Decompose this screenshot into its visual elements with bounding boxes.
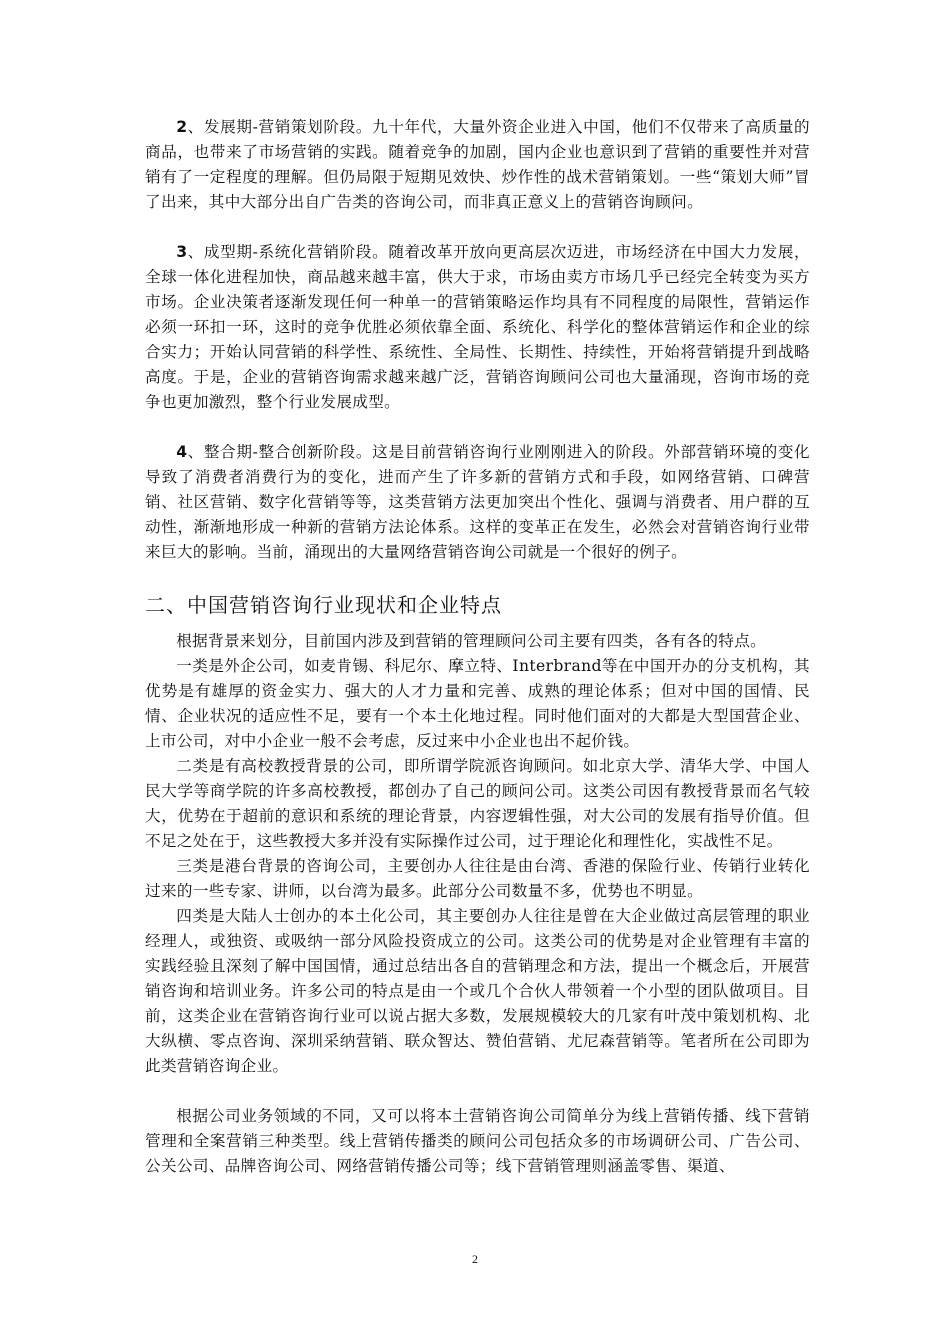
- section-heading: 二、中国营销咨询行业现状和企业特点: [145, 593, 502, 617]
- page-number: 2: [472, 1252, 478, 1266]
- body-paragraph: 二类是有高校教授背景的公司，即所谓学院派咨询顾问。如北京大学、清华大学、中国人民大学等商学院的许多高校教授，都创办了自己的顾问公司。这类公司因有教授背景而名气较大，优势在于超前的意识和系统的理论背景，内容逻辑性强，对大公司的发展有指导价值。但不足之处在于，这些教授大多并没有实际操作过公司，过于理论化和理性化，实战性不足。: [145, 757, 810, 850]
- stage-paragraph-2: [145, 115, 810, 215]
- stage-paragraph-4: [145, 440, 810, 565]
- stage-number: 2: [176, 118, 188, 136]
- stage-text: 、成型期-系统化营销阶段。随着改革开放向更高层次迈进，市场经济在中国大力发展，全球一体化进程加快，商品越来越丰富，供大于求，市场由卖方市场几乎已经完全转变为买方市场。企业决策者逐渐发现任何一种单一的营销策略运作均具有不同程度的局限性，营销运作必须一环扣一环，这时的竞争优胜必须依靠全面、系统化、科学化的整体营销运作和企业的综合实力；开始认同营销的科学性、系统性、全局性、长期性、持续性，开始将营销提升到战略高度。于是，企业的营销咨询需求越来越广泛，营销咨询顾问公司也大量涌现，咨询市场的竞争也更加激烈，整个行业发展成型。: [145, 243, 810, 411]
- stage-number: 3: [176, 243, 188, 261]
- stage-text: 、整合期-整合创新阶段。这是目前营销咨询行业刚刚进入的阶段。外部营销环境的变化导致了消费者消费行为的变化，进而产生了许多新的营销方式和手段，如网络营销、口碑营销、社区营销、数字化营销等等，这类营销方法更加突出个性化、强调与消费者、用户群的互动性，渐渐地形成一种新的营销方法论体系。这样的变革正在发生，必然会对营销咨询行业带来巨大的影响。当前，涌现出的大量网络营销咨询公司就是一个很好的例子。: [145, 443, 810, 561]
- body-paragraph: 根据背景来划分，目前国内涉及到营销的管理顾问公司主要有四类，各有各的特点。: [176, 632, 767, 650]
- stage-number: 4: [176, 443, 188, 461]
- body-paragraph-last: 根据公司业务领域的不同，又可以将本土营销咨询公司简单分为线上营销传播、线下营销管理和全案营销三种类型。线上营销传播类的顾问公司包括众多的市场调研公司、广告公司、公关公司、品牌咨询公司、网络营销传播公司等；线下营销管理则涵盖零售、渠道、: [145, 1107, 810, 1175]
- body-paragraph: 三类是港台背景的咨询公司，主要创办人往往是由台湾、香港的保险行业、传销行业转化过来的一些专家、讲师，以台湾为最多。此部分公司数量不多，优势也不明显。: [145, 857, 810, 900]
- document-body: [145, 115, 810, 1179]
- stage-paragraph-3: [145, 240, 810, 415]
- body-paragraph: 四类是大陆人士创办的本土化公司，其主要创办人往往是曾在大企业做过高层管理的职业经理人，或独资、或吸纳一部分风险投资成立的公司。这类公司的优势是对企业管理有丰富的实践经验且深刻了解中国国情，通过总结出各自的营销理念和方法，提出一个概念后，开展营销咨询和培训业务。许多公司的特点是由一个或几个合伙人带领着一个小型的团队做项目。目前，这类企业在营销咨询行业可以说占据大多数，发展规模较大的几家有叶茂中策划机构、北大纵横、零点咨询、深圳采纳营销、联众智达、赞伯营销、尤尼森营销等。笔者所在公司即为此类营销咨询企业。: [145, 907, 810, 1075]
- body-paragraph: 一类是外企公司，如麦肯锡、科尼尔、摩立特、Interbrand等在中国开办的分支机构，其优势是有雄厚的资金实力、强大的人才力量和完善、成熟的理论体系；但对中国的国情、民情、企业状况的适应性不足，要有一个本土化地过程。同时他们面对的大都是大型国营企业、上市公司，对中小企业一般不会考虑，反过来中小企业也出不起价钱。: [145, 657, 810, 750]
- stage-text: 、发展期-营销策划阶段。九十年代，大量外资企业进入中国，他们不仅带来了高质量的商品，也带来了市场营销的实践。随着竞争的加剧，国内企业也意识到了营销的重要性并对营销有了一定程度的理解。但仍局限于短期见效快、炒作性的战术营销策划。一些“策划大师”冒了出来，其中大部分出自广告类的咨询公司，而非真正意义上的营销咨询顾问。: [145, 118, 810, 211]
